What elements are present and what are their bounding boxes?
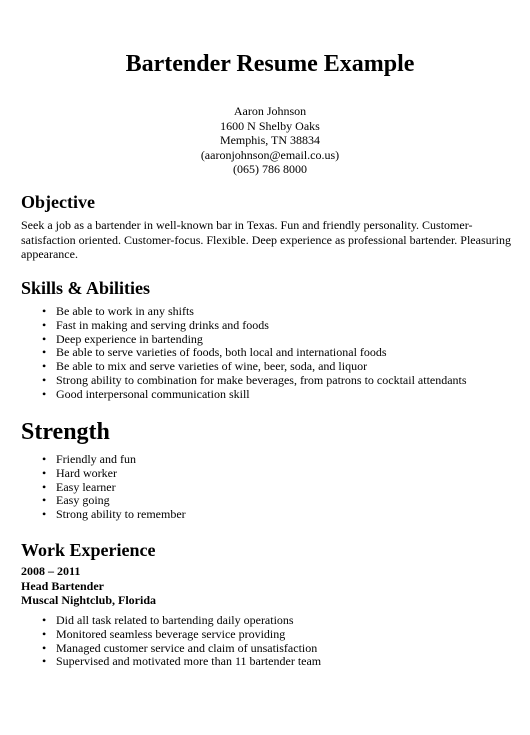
contact-block	[0, 104, 530, 177]
contact-address: 1600 N Shelby Oaks	[220, 118, 320, 133]
list-item: • Strong ability to remember	[0, 508, 186, 522]
list-item: • Supervised and motivated more than 11 bartender team	[0, 655, 321, 669]
objective-text: Seek a job as a bartender in well-known bar in Texas. Fun and friendly personality. Customer-satisfaction oriented. Customer-focus. Flexible. Deep experience as professional bartender. Pleasuring appearance.	[21, 218, 511, 261]
contact-city: Memphis, TN 38834	[219, 133, 321, 147]
list-item: • Managed customer service and claim of unsatisfaction	[0, 642, 321, 656]
work-years: 2008 – 2011	[21, 564, 81, 578]
list-item: • Good interpersonal communication skill	[0, 388, 467, 402]
strength-heading: Strength	[21, 419, 110, 445]
list-item: • Deep experience in bartending	[0, 333, 467, 347]
contact-name: Aaron Johnson	[233, 104, 307, 118]
list-item: • Be able to mix and serve varieties of wine, beer, soda, and liquor	[0, 360, 467, 374]
list-item: • Easy learner	[0, 481, 186, 495]
skills-list	[0, 305, 467, 402]
list-item: • Did all task related to bartending daily operations	[0, 614, 321, 628]
skills-heading: Skills & Abilities	[21, 278, 151, 298]
list-item: • Friendly and fun	[0, 453, 186, 467]
strength-list	[0, 453, 186, 522]
work-company: Muscal Nightclub, Florida	[21, 593, 157, 607]
list-item: • Be able to work in any shifts	[0, 305, 467, 319]
work-position: Head Bartender	[21, 578, 104, 593]
work-duties-list	[0, 614, 321, 669]
page-title: Bartender Resume Example	[125, 51, 415, 77]
work-meta	[21, 564, 156, 608]
work-heading: Work Experience	[21, 540, 156, 560]
contact-email: (aaronjohnson@email.co.us)	[200, 147, 340, 162]
list-item: • Fast in making and serving drinks and foods	[0, 319, 467, 333]
list-item: • Monitored seamless beverage service providing	[0, 628, 321, 642]
contact-phone: (065) 786 8000	[233, 162, 307, 176]
list-item: • Easy going	[0, 494, 186, 508]
list-item: • Hard worker	[0, 467, 186, 481]
objective-heading: Objective	[21, 192, 95, 212]
list-item: • Be able to serve varieties of foods, both local and international foods	[0, 346, 467, 360]
list-item: • Strong ability to combination for make beverages, from patrons to cocktail attendants	[0, 374, 467, 388]
